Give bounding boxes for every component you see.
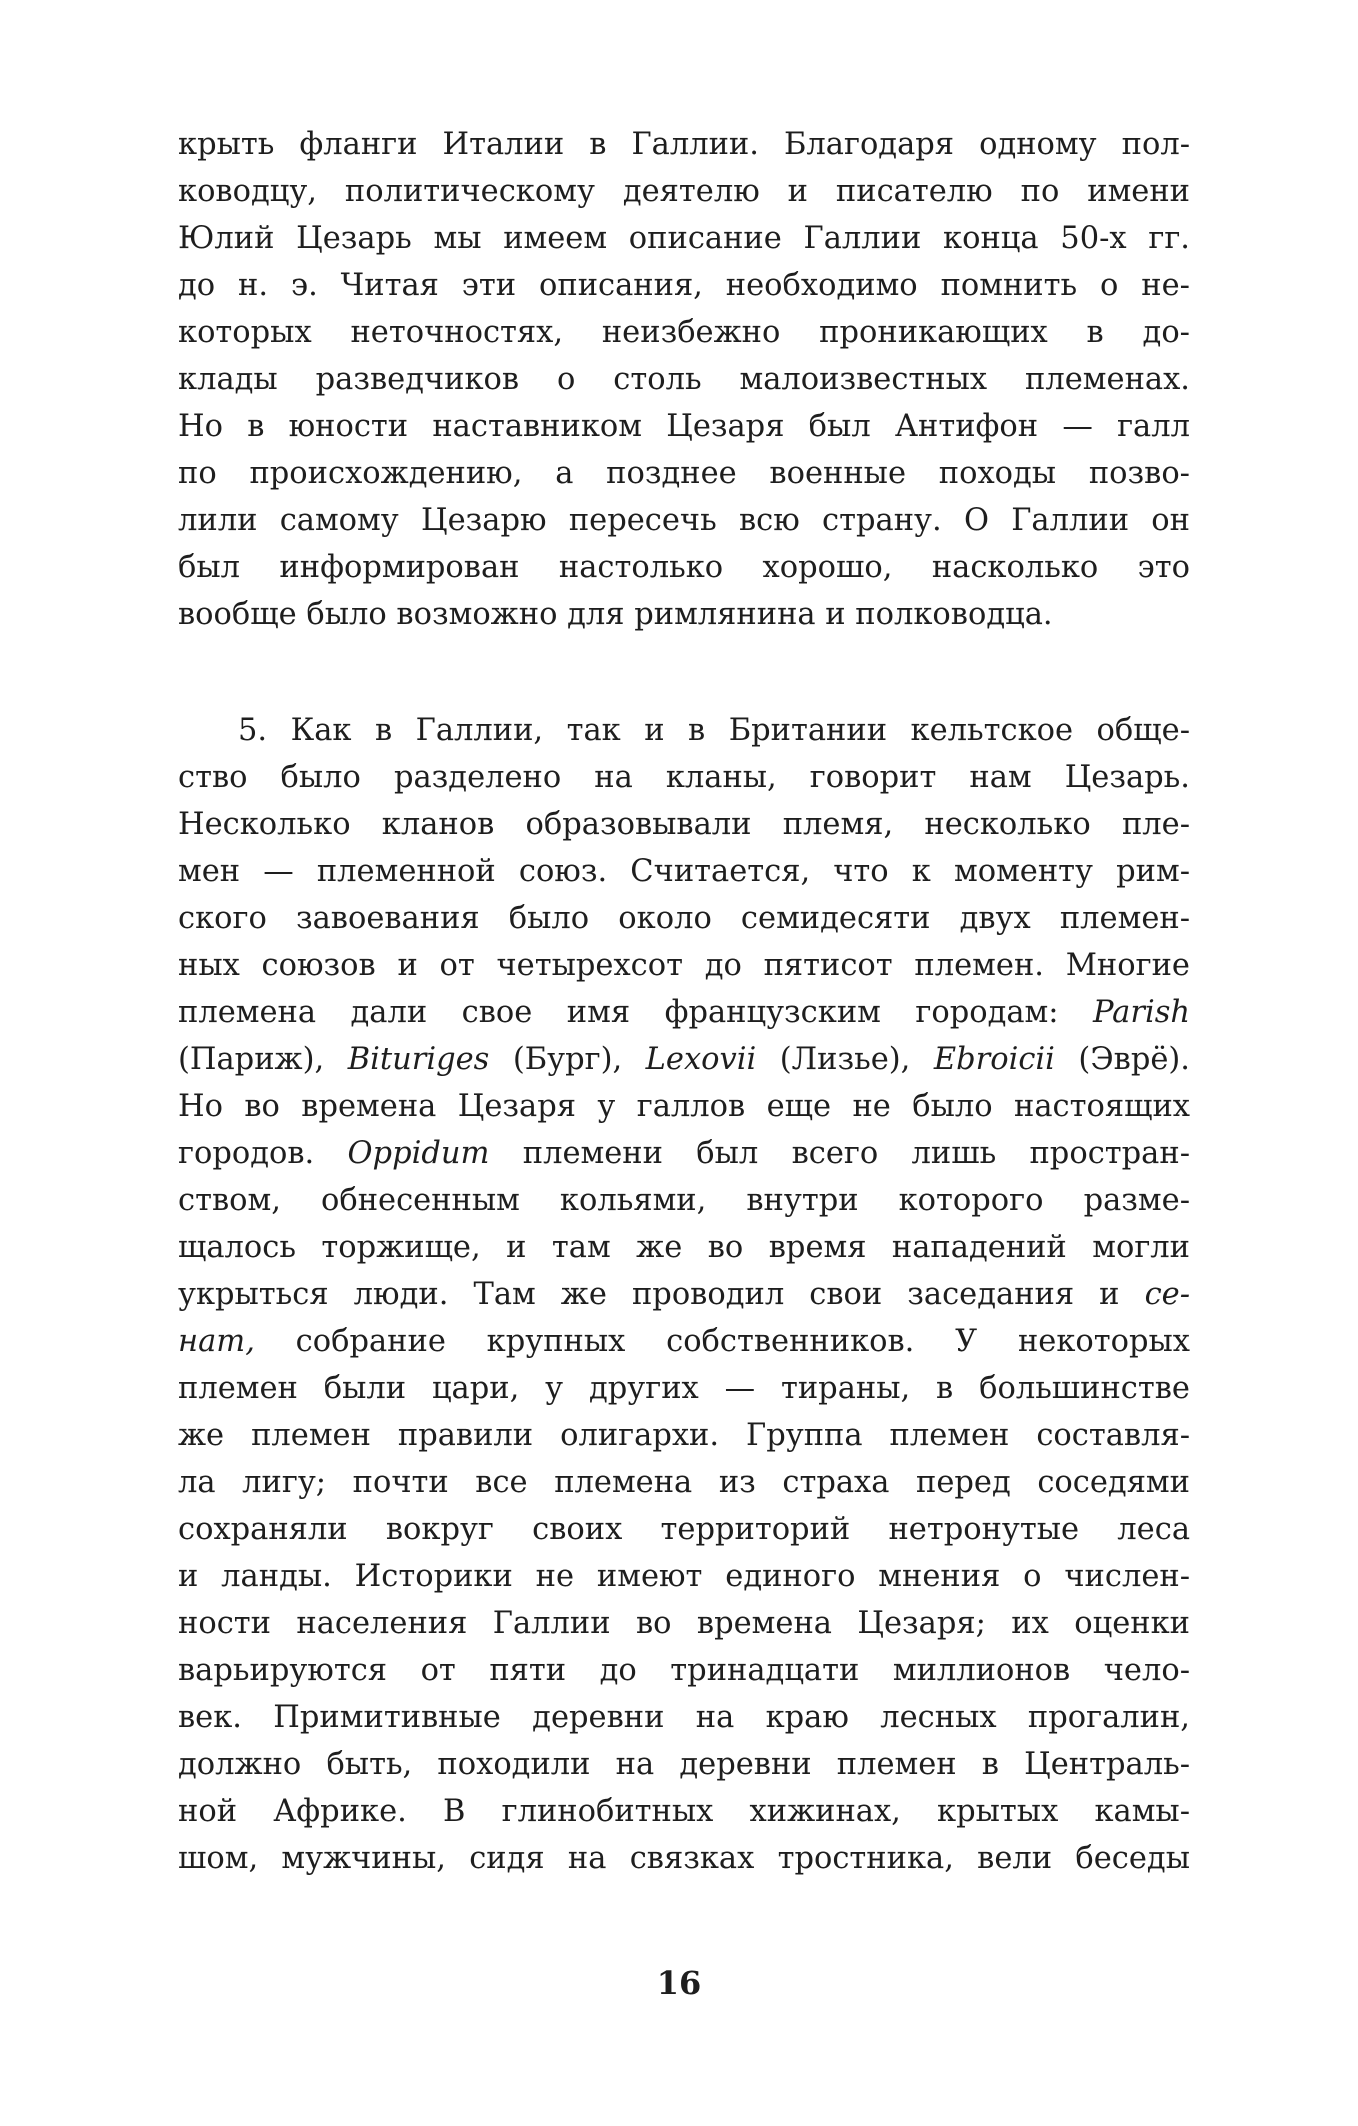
italic-word: Bituriges [347, 1042, 490, 1077]
text-line: ла лигу; почти все племена из страха перед соседями [178, 1465, 1190, 1500]
text-line: ности населения Галлии во времена Цезаря; их оценки [178, 1606, 1190, 1641]
text-line: должно быть, походили на деревни племен в Централь- [178, 1747, 1190, 1782]
text-line: племен были цари, у других — тираны, в большинстве [178, 1371, 1190, 1406]
text-run: (Бург), [489, 1042, 646, 1077]
text-line: шом, мужчины, сидя на связках тростника, вели беседы [178, 1841, 1190, 1876]
text-line: ского завоевания было около семидесяти двух племен- [178, 901, 1190, 936]
text-line: ных союзов и от четырехсот до пятисот племен. Многие [178, 948, 1190, 983]
text-line: крыть фланги Италии в Галлии. Благодаря одному пол- [178, 127, 1190, 162]
text-run: городов. [178, 1136, 348, 1171]
text-line: мен — племенной союз. Считается, что к моменту рим- [178, 854, 1190, 889]
text-line: варьируются от пяти до тринадцати миллионов чело- [178, 1653, 1190, 1688]
italic-word: Oppidum [347, 1136, 490, 1171]
text-line: лили самому Цезарю пересечь всю страну. О Галлии он [178, 503, 1190, 538]
text-run: племени был всего лишь простран- [489, 1136, 1190, 1171]
text-line: и ланды. Историки не имеют единого мнения о числен- [178, 1559, 1190, 1594]
text-run: (Париж), [178, 1042, 348, 1077]
text-line [178, 990, 1190, 1036]
text-run: племена дали свое имя французским городам: [178, 995, 1094, 1030]
italic-word: се- [1144, 1277, 1190, 1312]
text-line: щалось торжище, и там же во время нападений могли [178, 1230, 1190, 1265]
text-line: Но во времена Цезаря у галлов еще не было настоящих [178, 1089, 1190, 1124]
italic-word: Lexovii [645, 1042, 757, 1077]
text-line [178, 1272, 1190, 1318]
text-run: (Лизье), [756, 1042, 934, 1077]
text-line [178, 1319, 1190, 1365]
text-line: до н. э. Читая эти описания, необходимо помнить о не- [178, 268, 1190, 303]
text-line: сохраняли вокруг своих территорий нетронутые леса [178, 1512, 1190, 1547]
text-line: клады разведчиков о столь малоизвестных племенах. [178, 362, 1190, 397]
text-line: по происхождению, а позднее военные походы позво- [178, 456, 1190, 491]
text-line: ством, обнесенным кольями, внутри которого разме- [178, 1183, 1190, 1218]
text-line [178, 1037, 1190, 1083]
text-line: ство было разделено на кланы, говорит нам Цезарь. [178, 760, 1190, 795]
italic-word: Ebroicii [933, 1042, 1055, 1077]
text-line: ководцу, политическому деятелю и писателю по имени [178, 174, 1190, 209]
italic-word: Parish [1093, 995, 1190, 1030]
page-number: 16 [656, 1964, 702, 2002]
italic-word: нат, [178, 1324, 255, 1359]
text-line: Несколько кланов образовывали племя, несколько пле- [178, 807, 1190, 842]
text-line: Юлий Цезарь мы имеем описание Галлии конца 50-х гг. [178, 221, 1190, 256]
text-line [178, 1131, 1190, 1177]
text-line: вообще было возможно для римлянина и полководца. [178, 597, 1053, 632]
text-line: был информирован настолько хорошо, насколько это [178, 550, 1190, 585]
text-line: Но в юности наставником Цезаря был Антифон — галл [178, 409, 1190, 444]
text-line: век. Примитивные деревни на краю лесных прогалин, [178, 1700, 1190, 1735]
text-run: (Эврё). [1054, 1042, 1190, 1077]
text-line: 5. Как в Галлии, так и в Британии кельтское обще- [238, 713, 1190, 748]
text-line: ной Африке. В глинобитных хижинах, крытых камы- [178, 1794, 1190, 1829]
text-line: же племен правили олигархи. Группа племен составля- [178, 1418, 1190, 1453]
text-run: укрыться люди. Там же проводил свои заседания и [178, 1277, 1145, 1312]
text-run: собрание крупных собственников. У некоторых [254, 1324, 1190, 1359]
text-line: которых неточностях, неизбежно проникающих в до- [178, 315, 1190, 350]
